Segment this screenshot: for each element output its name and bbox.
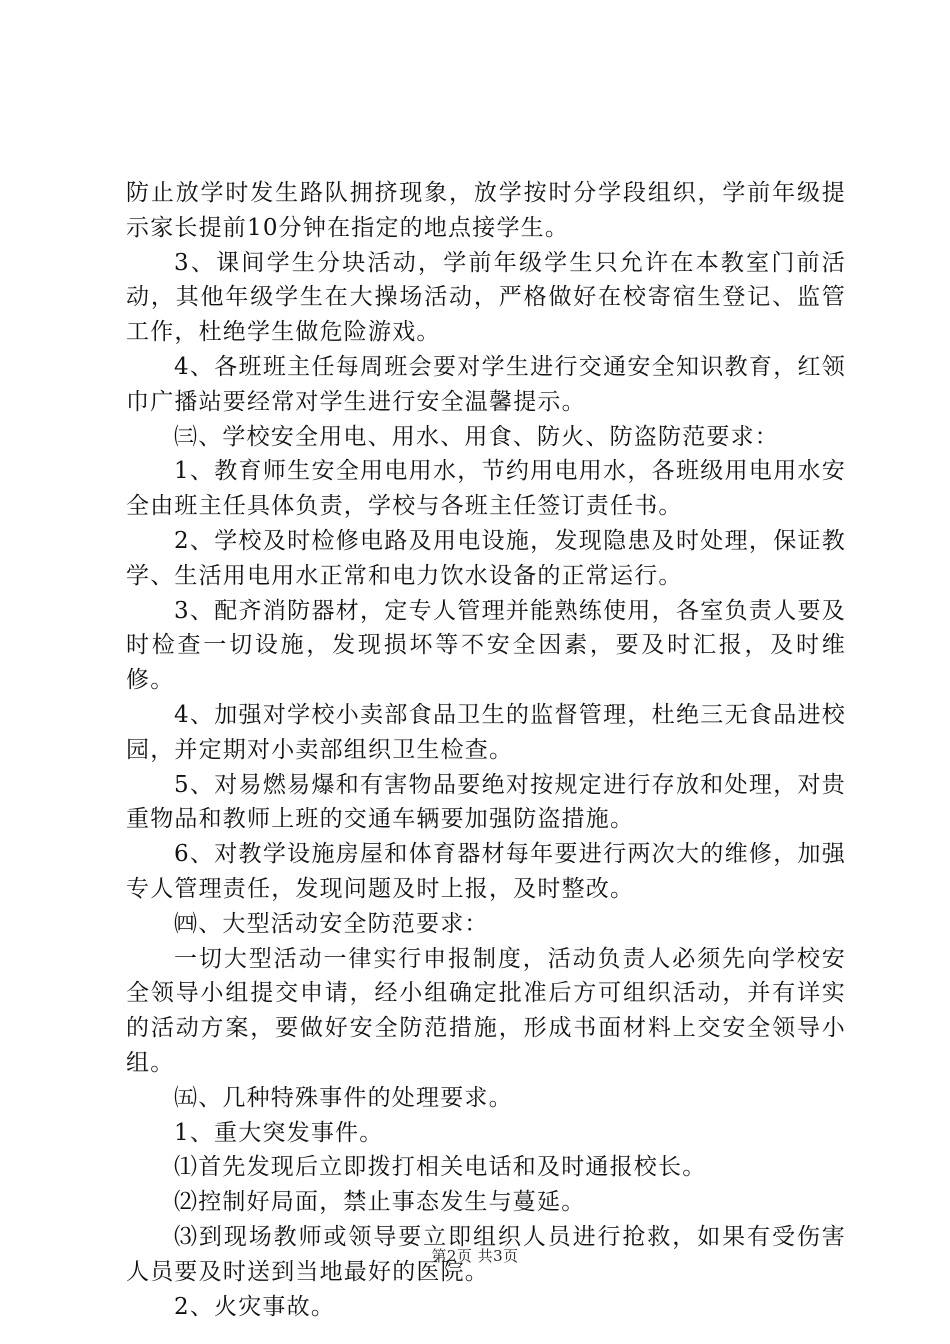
paragraph: 1、教育师生安全用电用水，节约用电用水，各班级用电用水安全由班主任具体负责，学校与各班主任签订责任书。 [126, 458, 846, 520]
section-heading: ㈣、大型活动安全防范要求： [174, 910, 489, 937]
paragraph: 3、课间学生分块活动，学前年级学生只允许在本教室门前活动，其他年级学生在大操场活动，严格做好在校寄宿生登记、监管工作，杜绝学生做危险游戏。 [126, 249, 846, 346]
page-footer: 第2页 共3页 [431, 1247, 519, 1265]
document-body [126, 176, 846, 1324]
list-item: ⑶到现场教师或领导要立即组织人员进行抢救，如果有受伤害人员要及时送到当地最好的医院。 [126, 1223, 846, 1285]
paragraph: 防止放学时发生路队拥挤现象，放学按时分学段组织，学前年级提示家长提前10分钟在指定的地点接学生。 [126, 180, 846, 241]
paragraph: 4、加强对学校小卖部食品卫生的监督管理，杜绝三无食品进校园，并定期对小卖部组织卫生检查。 [126, 701, 846, 763]
paragraph: 2、学校及时检修电路及用电设施，发现隐患及时处理，保证教学、生活用电用水正常和电力饮水设备的正常运行。 [126, 527, 846, 589]
subsection-heading: 1、重大突发事件。 [174, 1119, 384, 1146]
paragraph: 一切大型活动一律实行申报制度，活动负责人必须先向学校安全领导小组提交申请，经小组确定批准后方可组织活动，并有详实的活动方案，要做好安全防范措施，形成书面材料上交安全领导小组。 [126, 945, 846, 1076]
subsection-heading: 2、火灾事故。 [174, 1293, 336, 1320]
section-heading: ㈤、几种特殊事件的处理要求。 [174, 1084, 513, 1111]
list-item: ⑵控制好局面，禁止事态发生与蔓延。 [174, 1189, 586, 1216]
paragraph: 6、对教学设施房屋和体育器材每年要进行两次大的维修，加强专人管理责任，发现问题及时上报，及时整改。 [126, 841, 846, 902]
paragraph: 4、各班班主任每周班会要对学生进行交通安全知识教育，红领巾广播站要经常对学生进行安全温馨提示。 [126, 353, 846, 415]
section-heading: ㈢、学校安全用电、用水、用食、防火、防盗防范要求： [174, 423, 779, 450]
paragraph: 3、配齐消防器材，定专人管理并能熟练使用，各室负责人要及时检查一切设施，发现损坏等不安全因素，要及时汇报，及时维修。 [126, 597, 846, 694]
list-item: ⑴首先发现后立即拨打相关电话和及时通报校长。 [174, 1154, 707, 1181]
paragraph: 5、对易燃易爆和有害物品要绝对按规定进行存放和处理，对贵重物品和教师上班的交通车辆要加强防盗措施。 [126, 771, 846, 833]
